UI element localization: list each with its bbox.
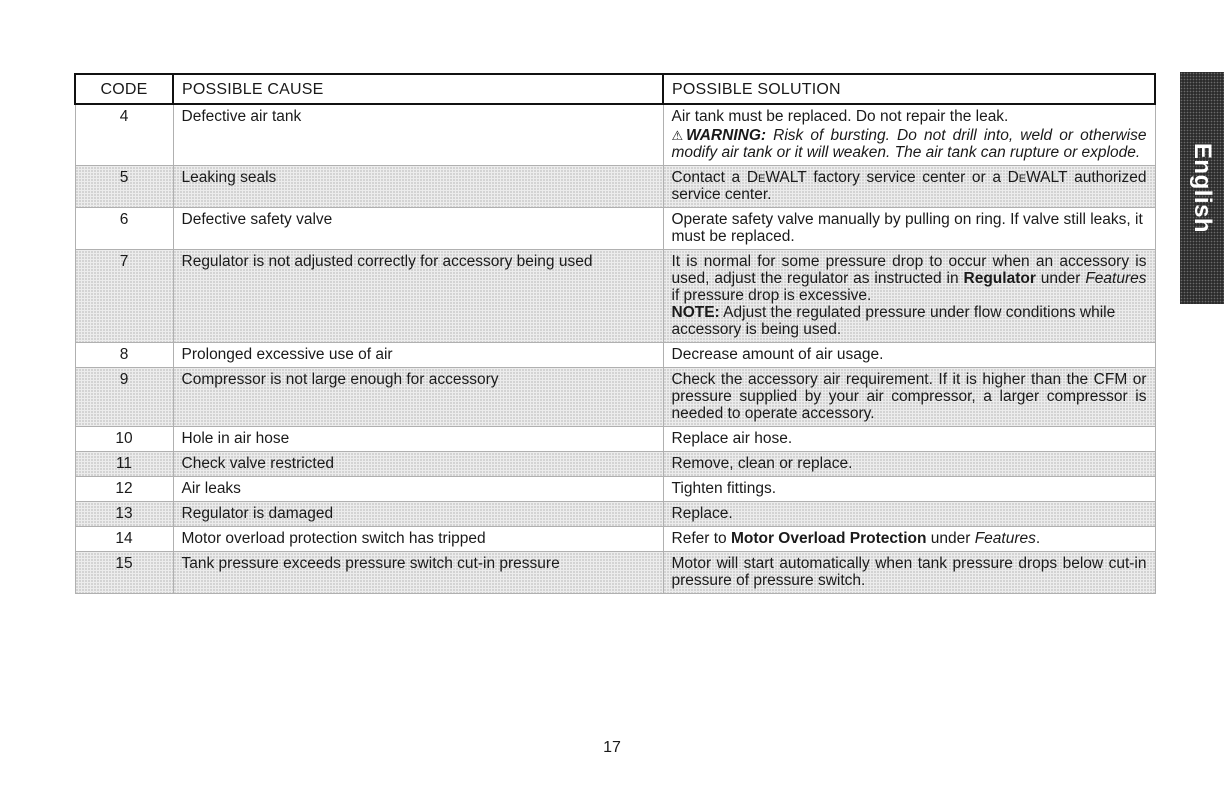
note-paragraph [672,304,1147,338]
warning-label-text: WARNING: [685,127,767,144]
brand-name: DeWALT [746,169,807,186]
warning-text: Risk of bursting. Do not drill into, weld or otherwise modify air tank or it will weaken. The air tank can rupture or explode. [671,127,1147,161]
table-row [75,166,1155,208]
cause-cell: Hole in air hose [173,427,663,452]
solution-cell [663,104,1155,166]
cause-cell: Prolonged excessive use of air [173,343,663,368]
solution-text: if pressure drop is excessive. [671,287,872,304]
warning-paragraph [672,127,1147,161]
solution-cell [663,527,1155,552]
solution-text: It is normal for some pressure drop to occur when an accessory is used, adjust the regulator as instructed in [671,253,1147,287]
header-possible-cause: POSSIBLE CAUSE [173,74,663,104]
code-cell: 12 [75,477,173,502]
solution-cell: Tighten fittings. [663,477,1155,502]
troubleshooting-table [74,73,1156,594]
cause-cell: Air leaks [173,477,663,502]
cause-cell: Defective safety valve [173,208,663,250]
table-row [75,104,1155,166]
cause-cell: Tank pressure exceeds pressure switch cut-in pressure [173,552,663,594]
solution-paragraph [672,253,1147,304]
cause-cell: Regulator is not adjusted correctly for accessory being used [173,250,663,343]
table-row [75,527,1155,552]
code-cell: 15 [75,552,173,594]
solution-cell: Replace. [663,502,1155,527]
code-cell: 10 [75,427,173,452]
solution-text: authorized service center. [671,169,1147,203]
solution-text: factory service center or a [806,169,1008,186]
cause-cell: Motor overload protection switch has tripped [173,527,663,552]
solution-cell [663,250,1155,343]
code-cell: 4 [75,104,173,166]
table-row [75,208,1155,250]
brand-name: DeWALT [1007,169,1068,186]
code-cell: 8 [75,343,173,368]
table-row [75,427,1155,452]
solution-text: under [926,530,975,547]
solution-text: Air tank must be replaced. Do not repair the leak. [671,108,1009,125]
note-text: Adjust the regulated pressure under flow conditions while accessory is being used. [671,304,1116,338]
code-cell: 7 [75,250,173,343]
cause-cell: Leaking seals [173,166,663,208]
table-row [75,502,1155,527]
table-row [75,552,1155,594]
table-header-row [75,74,1155,104]
solution-text: Refer to [671,530,731,547]
cause-cell: Compressor is not large enough for accessory [173,368,663,427]
solution-text: under [1035,270,1086,287]
language-tab [1180,72,1224,304]
solution-text: . [1035,530,1041,547]
section-reference-parent: Features [974,530,1036,547]
code-cell: 13 [75,502,173,527]
section-reference-parent: Features [1085,270,1147,287]
cause-cell: Defective air tank [173,104,663,166]
cause-cell: Regulator is damaged [173,502,663,527]
table-row [75,477,1155,502]
table-row [75,452,1155,477]
solution-cell: Motor will start automatically when tank pressure drops below cut-in pressure of pressure switch. [663,552,1155,594]
code-cell: 14 [75,527,173,552]
header-code: CODE [75,74,173,104]
troubleshooting-sheet [74,73,1154,594]
solution-cell: Decrease amount of air usage. [663,343,1155,368]
warning-label [672,127,767,144]
solution-cell: Check the accessory air requirement. If it is higher than the CFM or pressure supplied by your air compressor, a larger compressor is needed to operate accessory. [663,368,1155,427]
header-possible-solution: POSSIBLE SOLUTION [663,74,1155,104]
table-row [75,343,1155,368]
code-cell: 6 [75,208,173,250]
solution-cell [663,166,1155,208]
language-tab-label: English [1189,142,1216,234]
page-number: 17 [603,739,621,756]
solution-text: Contact a [671,169,747,186]
code-cell: 11 [75,452,173,477]
note-label: NOTE: [671,304,720,321]
table-row [75,368,1155,427]
warning-triangle-icon: ⚠ [671,128,686,143]
table-row [75,250,1155,343]
solution-cell: Operate safety valve manually by pulling on ring. If valve still leaks, it must be replaced. [663,208,1155,250]
code-cell: 5 [75,166,173,208]
code-cell: 9 [75,368,173,427]
solution-cell: Remove, clean or replace. [663,452,1155,477]
cause-cell: Check valve restricted [173,452,663,477]
section-reference: Regulator [963,270,1036,287]
solution-cell: Replace air hose. [663,427,1155,452]
section-reference: Motor Overload Protection [730,530,927,547]
